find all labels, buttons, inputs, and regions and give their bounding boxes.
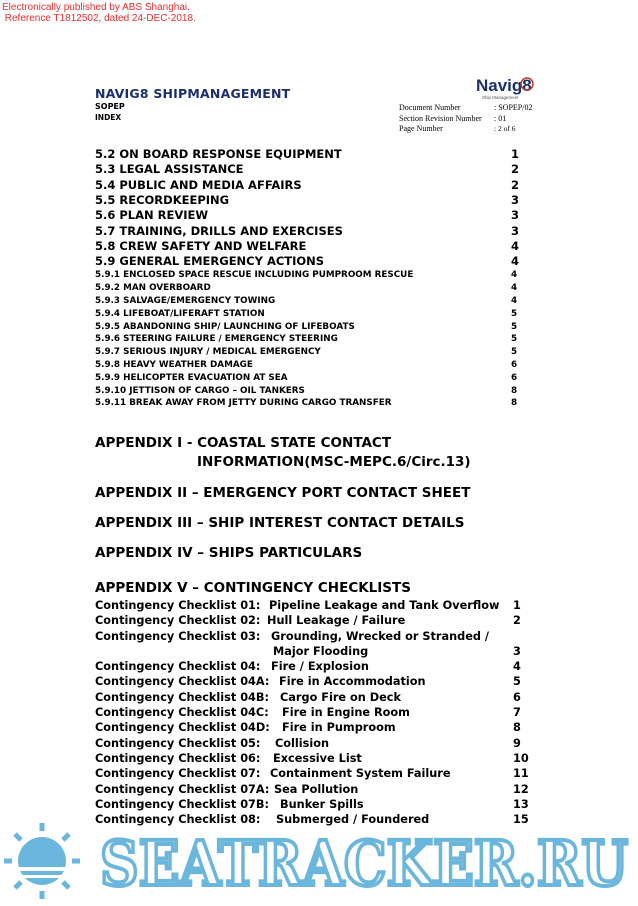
seatracker-watermark [0, 815, 638, 906]
checklist-page: 15 [513, 813, 529, 827]
checklist-label: Contingency Checklist 01: [95, 599, 261, 612]
company-title: NAVIG8 SHIPMANAGEMENT [95, 86, 291, 101]
toc-page: 4 [511, 283, 518, 294]
checklist-entry[interactable] [95, 751, 527, 766]
checklist-title: Containment System Failure [270, 767, 451, 781]
appendix-3: APPENDIX III – SHIP INTEREST CONTACT DETAILS [95, 515, 465, 531]
checklist-page: 3 [513, 644, 521, 658]
checklist-title: Pipeline Leakage and Tank Overflow [269, 599, 500, 612]
checklist-title: Submerged / Foundered [276, 813, 430, 827]
checklist-entry[interactable] [95, 690, 527, 705]
checklist-label: Contingency Checklist 04C: [95, 706, 269, 719]
checklist-page: 5 [513, 675, 521, 689]
meta-label: Section Revision Number [399, 113, 482, 123]
document-meta [399, 103, 532, 135]
checklist-title: Bunker Spills [280, 797, 364, 811]
checklist-label: Contingency Checklist 02: [95, 614, 261, 628]
checklist-entry[interactable] [95, 736, 527, 751]
checklist-entry[interactable] [95, 766, 527, 781]
toc-title: 5.9.6 STEERING FAILURE / EMERGENCY STEERING [95, 334, 338, 345]
toc-page: 5 [511, 308, 518, 319]
toc-page: 4 [511, 238, 520, 253]
toc-entry[interactable] [95, 147, 521, 162]
toc-page: 2 [511, 162, 520, 177]
toc-entry[interactable] [95, 178, 521, 193]
meta-value: : 01 [494, 113, 507, 123]
checklist-label: Contingency Checklist 06: [95, 751, 261, 765]
meta-row [399, 103, 532, 114]
toc-entry[interactable] [95, 308, 521, 321]
checklist-entry[interactable] [95, 674, 527, 689]
toc-page: 6 [511, 372, 518, 383]
toc-entry[interactable] [95, 269, 521, 282]
checklist-label: Contingency Checklist 07A: [95, 782, 270, 796]
meta-label: Document Number [399, 103, 461, 112]
checklist-label: Contingency Checklist 03: [95, 629, 261, 643]
checklist-page: 12 [513, 782, 529, 796]
toc-entry[interactable] [95, 346, 521, 359]
sun-icon [4, 823, 80, 899]
checklist-title: Fire / Explosion [271, 660, 369, 674]
toc-entry[interactable] [95, 333, 521, 346]
toc-page: 3 [511, 192, 520, 207]
toc-page: 3 [511, 208, 520, 223]
checklist-label: Contingency Checklist 04: [95, 660, 261, 674]
meta-label: Page Number [399, 124, 443, 133]
checklist-page: 2 [513, 614, 521, 628]
toc-page: 4 [511, 270, 518, 281]
checklist-page: 7 [513, 706, 521, 719]
checklist-page: 13 [513, 797, 529, 811]
meta-value: : 2 of 6 [494, 124, 516, 133]
checklist-page: 9 [513, 736, 521, 750]
checklist-page: 4 [513, 660, 521, 674]
meta-row [399, 114, 532, 125]
toc-title: 5.9 GENERAL EMERGENCY ACTIONS [95, 254, 325, 269]
checklist-label: Contingency Checklist 05: [95, 736, 261, 750]
checklist-title: Grounding, Wrecked or Stranded / [271, 629, 490, 643]
publisher-watermark [2, 2, 196, 24]
toc-entry[interactable] [95, 372, 521, 385]
toc-page: 5 [511, 347, 518, 358]
toc-title: 5.4 PUBLIC AND MEDIA AFFAIRS [95, 177, 302, 192]
checklist-title: Collision [275, 736, 330, 750]
toc-entry[interactable] [95, 385, 521, 398]
doc-section: INDEX [95, 113, 122, 122]
checklist-page: 8 [513, 721, 521, 735]
toc-entry[interactable] [95, 282, 521, 295]
toc-page: 1 [511, 147, 520, 161]
toc-title: 5.9.10 JETTISON OF CARGO – OIL TANKERS [95, 385, 305, 396]
toc-page: 6 [511, 360, 518, 370]
doc-subtitle: SOPEP [95, 102, 125, 111]
appendix-2: APPENDIX II – EMERGENCY PORT CONTACT SHEET [95, 485, 471, 501]
svg-text:Ship Management: Ship Management [482, 95, 519, 100]
appendix-1-line-1: APPENDIX I - COASTAL STATE CONTACT [95, 435, 392, 451]
checklist-label: Contingency Checklist 04A: [95, 675, 270, 689]
toc-page: 5 [511, 321, 518, 332]
watermark-line-2: Reference T1812502, dated 24-DEC-2018. [2, 13, 196, 24]
checklist-entry[interactable] [95, 598, 527, 613]
toc-entry[interactable] [95, 239, 521, 254]
checklist-entry[interactable] [95, 705, 527, 720]
toc-title: 5.9.3 SALVAGE/EMERGENCY TOWING [95, 296, 276, 306]
checklist-page: 10 [513, 751, 529, 765]
checklist-entry[interactable] [95, 797, 527, 812]
checklist-page: 11 [513, 767, 529, 781]
toc-title: 5.5 RECORDKEEPING [95, 192, 230, 207]
toc-title: 5.9.2 MAN OVERBOARD [95, 283, 211, 294]
toc-title: 5.3 LEGAL ASSISTANCE [95, 162, 244, 177]
checklist-title: Fire in Engine Room [282, 706, 410, 719]
watermark-line-1: Electronically published by ABS Shanghai. [2, 2, 190, 13]
toc-page: 5 [511, 334, 518, 345]
svg-text:SEATRACKER.RU: SEATRACKER.RU [100, 827, 628, 900]
toc-entry[interactable] [95, 359, 521, 372]
toc-title: 5.2 ON BOARD RESPONSE EQUIPMENT [95, 147, 342, 161]
checklist-label: Contingency Checklist 08: [95, 813, 261, 827]
checklist-title: Sea Pollution [274, 782, 359, 796]
checklist-title: Excessive List [273, 751, 362, 765]
toc-entry[interactable] [95, 254, 521, 269]
toc-page: 8 [511, 398, 518, 409]
checklist-title: Cargo Fire on Deck [280, 690, 402, 704]
toc-entry[interactable] [95, 295, 521, 308]
toc-title: 5.9.1 ENCLOSED SPACE RESCUE INCLUDING PUMPROOM RESCUE [95, 270, 414, 281]
toc-page: 3 [511, 223, 520, 238]
checklist-label: Contingency Checklist 07B: [95, 797, 270, 811]
checklist-page: 6 [513, 690, 521, 704]
toc-title: 5.9.8 HEAVY WEATHER DAMAGE [95, 360, 253, 370]
toc-entry[interactable] [95, 224, 521, 239]
toc-title: 5.8 CREW SAFETY AND WELFARE [95, 238, 307, 253]
toc-title: 5.9.7 SERIOUS INJURY / MEDICAL EMERGENCY [95, 347, 321, 358]
appendix-5: APPENDIX V – CONTINGENCY CHECKLISTS [95, 580, 411, 596]
toc-title: 5.9.11 BREAK AWAY FROM JETTY DURING CARGO TRANSFER [95, 398, 392, 409]
checklist-entry[interactable] [95, 613, 527, 628]
meta-row [399, 124, 532, 135]
checklist-label: Contingency Checklist 07: [95, 767, 261, 781]
toc-title: 5.9.5 ABANDONING SHIP/ LAUNCHING OF LIFEBOATS [95, 321, 355, 332]
checklist-entry[interactable] [95, 782, 527, 797]
checklist-title: Fire in Accommodation [279, 675, 426, 689]
appendix-4: APPENDIX IV – SHIPS PARTICULARS [95, 545, 363, 561]
toc-title: 5.9.4 LIFEBOAT/LIFERAFT STATION [95, 308, 265, 319]
checklist-entry[interactable] [95, 659, 527, 674]
toc-page: 2 [511, 177, 520, 192]
toc-entry[interactable] [95, 397, 521, 410]
svg-text:Navig8: Navig8 [476, 76, 532, 95]
toc-entry[interactable] [95, 321, 521, 334]
navig8-logo [476, 74, 536, 102]
toc-page: 4 [511, 296, 518, 306]
toc-entry[interactable] [95, 162, 521, 177]
toc-page: 8 [511, 385, 518, 396]
appendix-1-line-2: INFORMATION(MSC-MEPC.6/Circ.13) [197, 454, 471, 470]
toc-page: 4 [511, 254, 520, 269]
checklist-label: Contingency Checklist 04D: [95, 721, 270, 735]
checklist-title: Hull Leakage / Failure [267, 614, 406, 628]
checklist-page: 1 [513, 599, 521, 612]
toc-title: 5.6 PLAN REVIEW [95, 208, 209, 223]
checklist-title-continued: Major Flooding [273, 644, 369, 658]
toc-entry[interactable] [95, 208, 521, 223]
checklist-label: Contingency Checklist 04B: [95, 690, 270, 704]
checklist-title: Fire in Pumproom [282, 721, 396, 735]
checklist-entry[interactable] [95, 720, 527, 735]
toc-entry[interactable] [95, 193, 521, 208]
meta-value: : SOPEP/02 [494, 103, 533, 112]
toc-title: 5.9.9 HELICOPTER EVACUATION AT SEA [95, 372, 288, 383]
checklist-entry[interactable] [95, 629, 527, 658]
toc-title: 5.7 TRAINING, DRILLS AND EXERCISES [95, 223, 343, 238]
